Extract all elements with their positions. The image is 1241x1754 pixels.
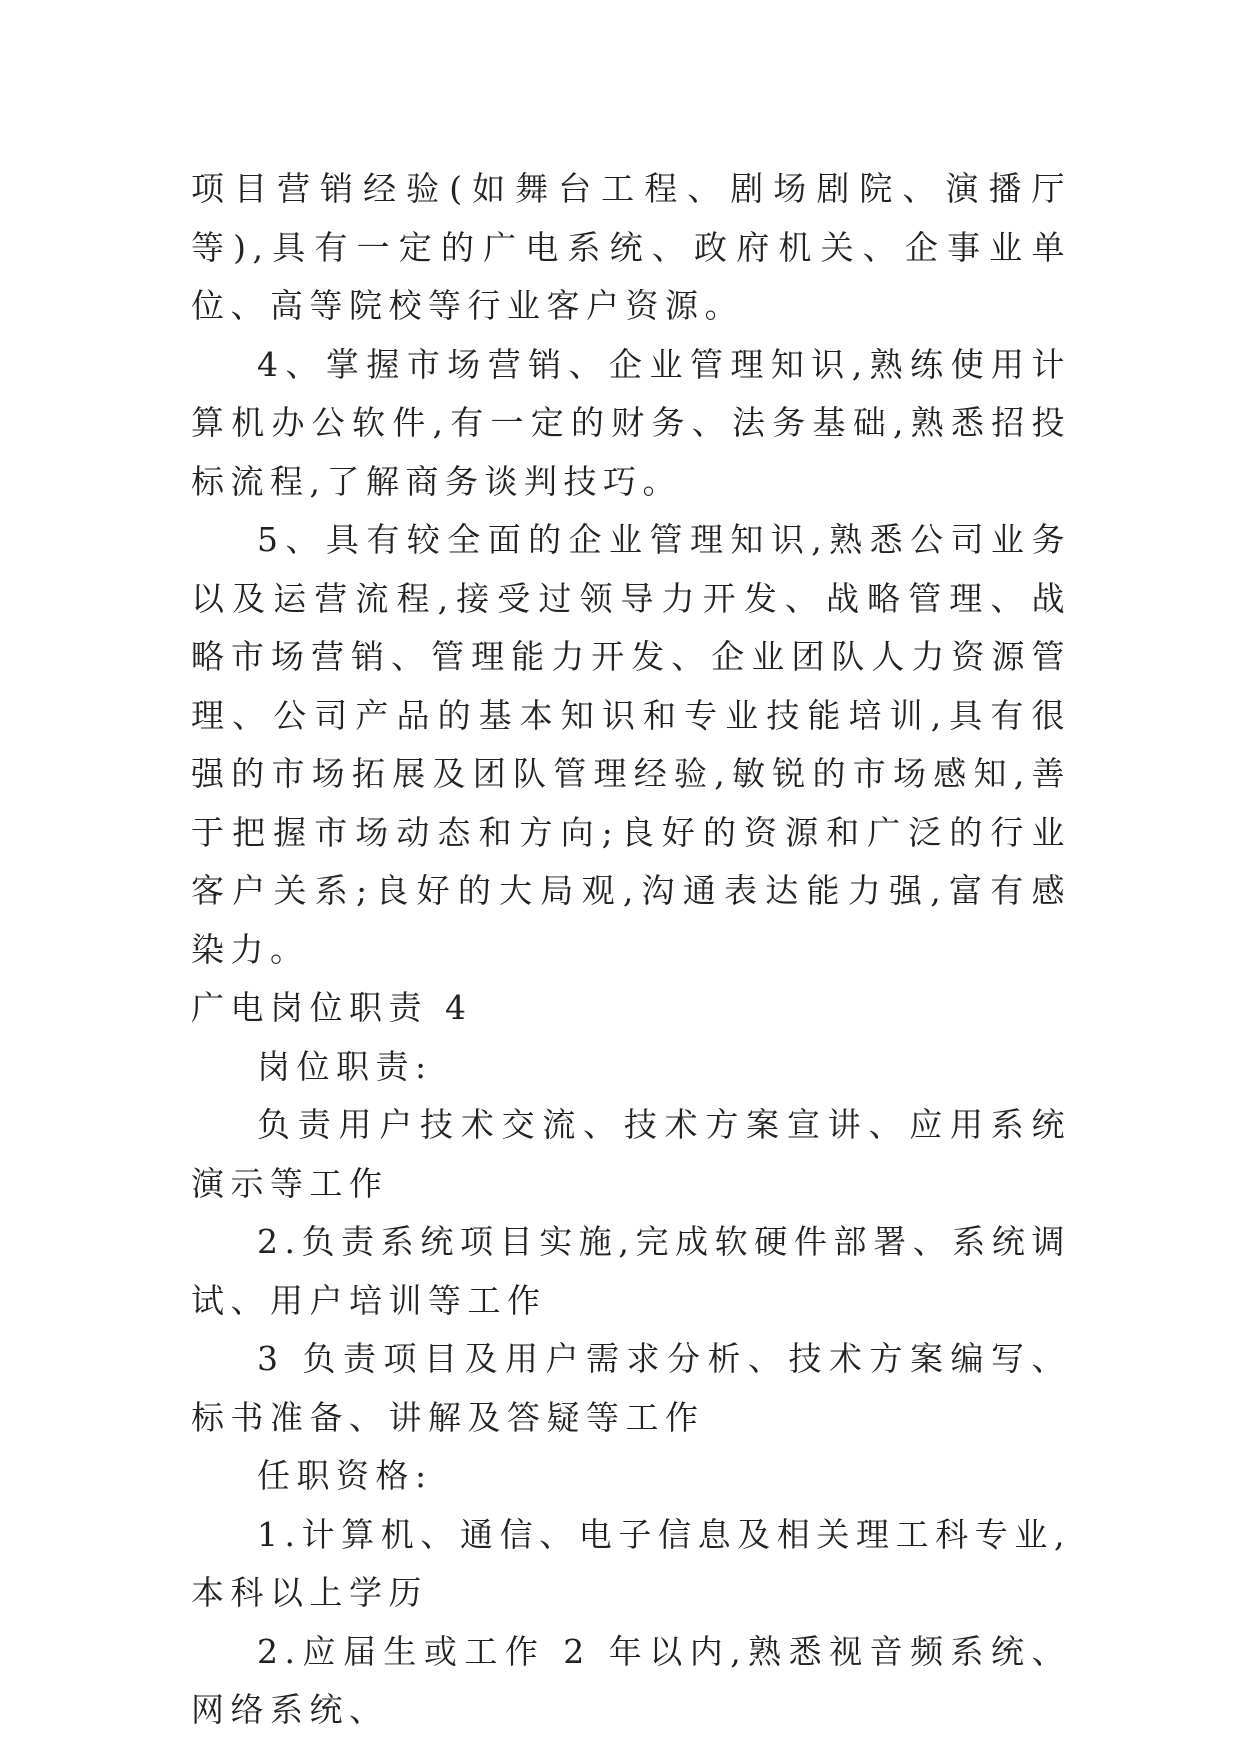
subheading-job-duties: 岗位职责: — [257, 1046, 433, 1086]
duty-item-2: 2.负责系统项目实施,完成软硬件部署、系统调试、用户培训等工作 — [191, 1222, 1071, 1320]
paragraph-project-experience: 项目营销经验(如舞台工程、剧场剧院、演播厅等),具有一定的广电系统、政府机关、企事业单位、高等院校等行业客户资源。 — [191, 169, 1071, 325]
qualification-item-1: 1.计算机、通信、电子信息及相关理工科专业,本科以上学历 — [191, 1514, 1071, 1612]
duty-item-1: 负责用户技术交流、技术方案宣讲、应用系统演示等工作 — [191, 1105, 1071, 1203]
subheading-qualifications: 任职资格: — [257, 1456, 433, 1495]
section-heading: 广电岗位职责 4 — [191, 988, 473, 1027]
qualification-item-2: 2.应届生或工作 2 年以内,熟悉视音频系统、网络系统、 — [191, 1631, 1071, 1729]
paragraph-item-4: 4、掌握市场营销、企业管理知识,熟练使用计算机办公软件,有一定的财务、法务基础,熟悉招投标流程,了解商务谈判技巧。 — [191, 344, 1071, 501]
document-body — [191, 160, 1071, 1740]
paragraph-item-5: 5、具有较全面的企业管理知识,熟悉公司业务以及运营流程,接受过领导力开发、战略管理、战略市场营销、管理能力开发、企业团队人力资源管理、公司产品的基本知识和专业技能培训,具有很强的市场拓展及团队管理经验,敏锐的市场感知,善于把握市场动态和方向;良好的资源和广泛的行业客户关系;良好的大局观,沟通表达能力强,富有感染力。 — [191, 520, 1071, 969]
duty-item-3: 3 负责项目及用户需求分析、技术方案编写、标书准备、讲解及答疑等工作 — [191, 1339, 1071, 1437]
